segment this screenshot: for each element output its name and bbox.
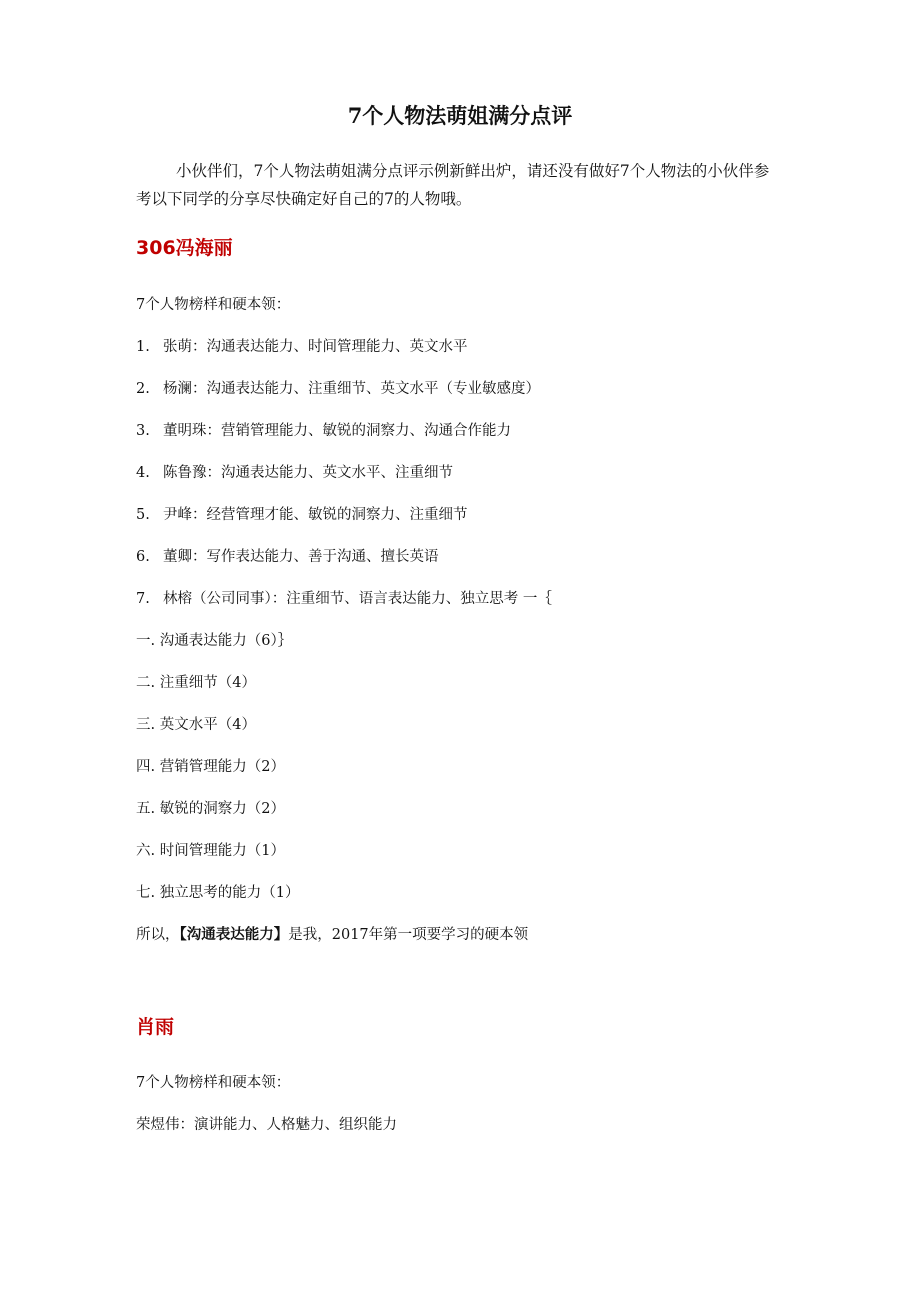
- person-text: 董明珠：营销管理能力、敏锐的洞察力、沟通合作能力: [163, 423, 511, 439]
- person-text: 董卿：写作表达能力、善于沟通、擅长英语: [163, 549, 439, 565]
- person-item-1: [136, 336, 468, 358]
- conclusion-line: [136, 924, 528, 946]
- section-heading-2: 肖雨: [136, 1016, 175, 1038]
- person-text: 林榕（公司同事）：注重细节、语言表达能力、独立思考 一｛: [163, 591, 552, 607]
- intro-paragraph: 小伙伴们，7个人物法萌姐满分点评示例新鲜出炉，请还没有做好7个人物法的小伙伴参考以下同学的分享尽快确定好自己的7的人物哦。: [136, 162, 770, 208]
- person-text: 陈鲁豫：沟通表达能力、英文水平、注重细节: [163, 465, 453, 481]
- person-item-4: [136, 462, 453, 484]
- section-heading-1: 306冯海丽: [136, 237, 233, 259]
- person-text: 尹峰：经营管理才能、敏锐的洞察力、注重细节: [163, 507, 468, 523]
- conclusion-prefix: 所以，: [136, 927, 180, 943]
- ranking-item-3: 三. 英文水平（4）: [136, 717, 256, 733]
- person-number: 7.: [136, 591, 150, 607]
- person-number: 1.: [136, 339, 150, 355]
- ranking-item-5: 五. 敏锐的洞察力（2）: [136, 801, 285, 817]
- person-number: 2.: [136, 381, 150, 397]
- person-number: 3.: [136, 423, 150, 439]
- person-item-3: [136, 420, 511, 442]
- conclusion-suffix: 是我，2017年第一项要学习的硬本领: [288, 927, 529, 943]
- document-title: 7个人物法萌姐满分点评: [347, 103, 573, 128]
- ranking-item-2: 二. 注重细节（4）: [136, 675, 256, 691]
- person-text: 杨澜：沟通表达能力、注重细节、英文水平（专业敏感度）: [163, 381, 540, 397]
- ranking-item-4: 四. 营销管理能力（2）: [136, 759, 285, 775]
- person-number: 4.: [136, 465, 150, 481]
- person-item-6: [136, 546, 439, 568]
- person-item-5: [136, 504, 468, 526]
- person-item-2: [136, 378, 540, 400]
- section2-subheading: 7个人物榜样和硬本领：: [136, 1075, 291, 1091]
- ranking-item-1: 一. 沟通表达能力（6）｝: [136, 633, 293, 649]
- person-item-7: [136, 588, 552, 610]
- section1-subheading: 7个人物榜样和硬本领：: [136, 297, 291, 313]
- conclusion-highlight: 【沟通表达能力】: [179, 926, 289, 943]
- person-number: 6.: [136, 549, 150, 565]
- ranking-item-6: 六. 时间管理能力（1）: [136, 843, 285, 859]
- ranking-item-7: 七. 独立思考的能力（1）: [136, 885, 300, 901]
- section2-person-item-1: 荣煜伟：演讲能力、人格魅力、组织能力: [136, 1117, 397, 1133]
- person-number: 5.: [136, 507, 150, 523]
- person-text: 张萌：沟通表达能力、时间管理能力、英文水平: [163, 339, 468, 355]
